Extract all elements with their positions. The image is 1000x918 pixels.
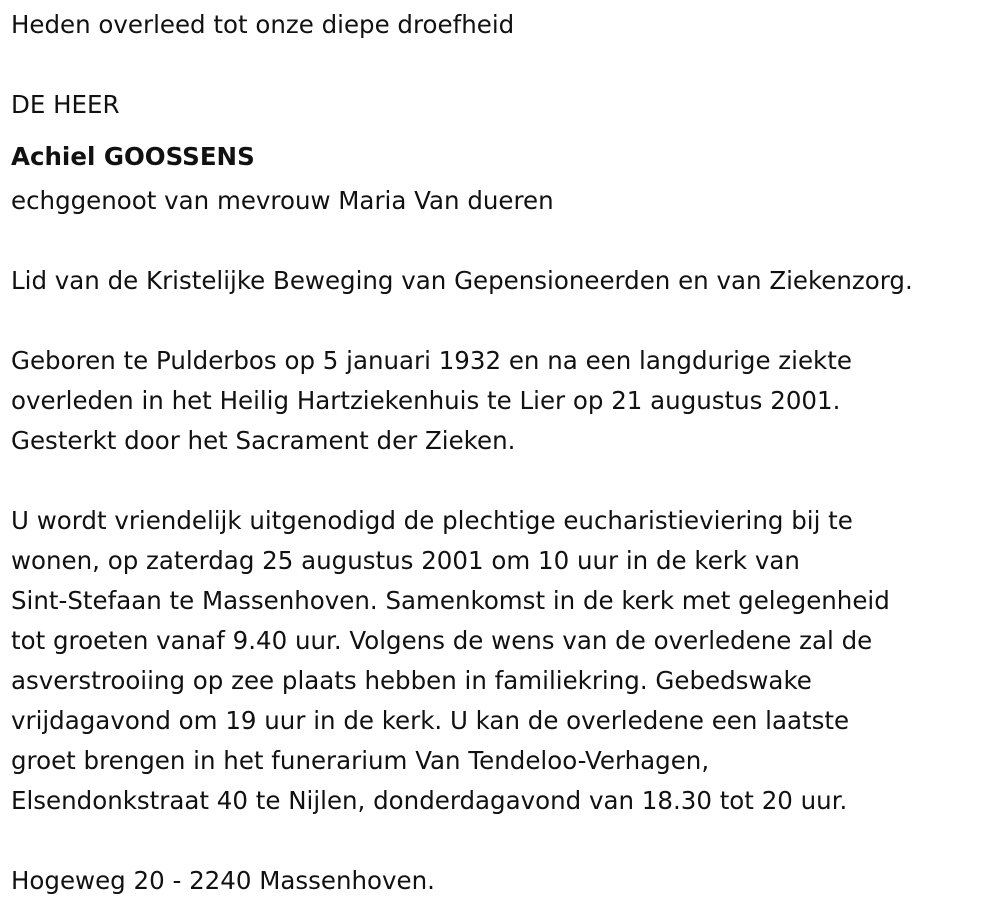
paragraph-line: tot groeten vanaf 9.40 uur. Volgens de wens van de overledene zal de [11,626,873,655]
paragraph-line: wonen, op zaterdag 25 augustus 2001 om 10 uur in de kerk van [11,546,800,575]
deceased-name: Achiel GOOSSENS [11,142,255,171]
paragraph-line: groet brengen in het funerarium Van Tendeloo-Verhagen, [11,746,710,775]
paragraph-line: asverstrooiing op zee plaats hebben in familiekring. Gebedswake [11,666,812,695]
paragraph-line: vrijdagavond om 19 uur in de kerk. U kan de overledene een laatste [11,706,850,735]
spacer [11,221,991,261]
ceremony-paragraph [11,501,991,821]
spacer [11,821,991,861]
paragraph-line: Elsendonkstraat 40 te Nijlen, donderdagavond van 18.30 tot 20 uur. [11,786,848,815]
spouse-line: echggenoot van mevrouw Maria Van dueren [11,186,554,215]
obituary-notice [11,5,991,901]
paragraph-line: overleden in het Heilig Hartziekenhuis te Lier op 21 augustus 2001. [11,386,841,415]
address-line: Hogeweg 20 - 2240 Massenhoven. [11,866,435,895]
membership-line: Lid van de Kristelijke Beweging van Gepensioneerden en van Ziekenzorg. [11,266,913,295]
spacer [11,45,991,85]
paragraph-line: U wordt vriendelijk uitgenodigd de plechtige eucharistieviering bij te [11,506,853,535]
intro-line: Heden overleed tot onze diepe droefheid [11,10,515,39]
birth-death-paragraph [11,341,991,461]
paragraph-line: Sint-Stefaan te Massenhoven. Samenkomst in de kerk met gelegenheid [11,586,890,615]
spacer [11,461,991,501]
paragraph-line: Gesterkt door het Sacrament der Zieken. [11,426,516,455]
title-line: DE HEER [11,90,120,119]
paragraph-line: Geboren te Pulderbos op 5 januari 1932 en na een langdurige ziekte [11,346,852,375]
spacer [11,301,991,341]
